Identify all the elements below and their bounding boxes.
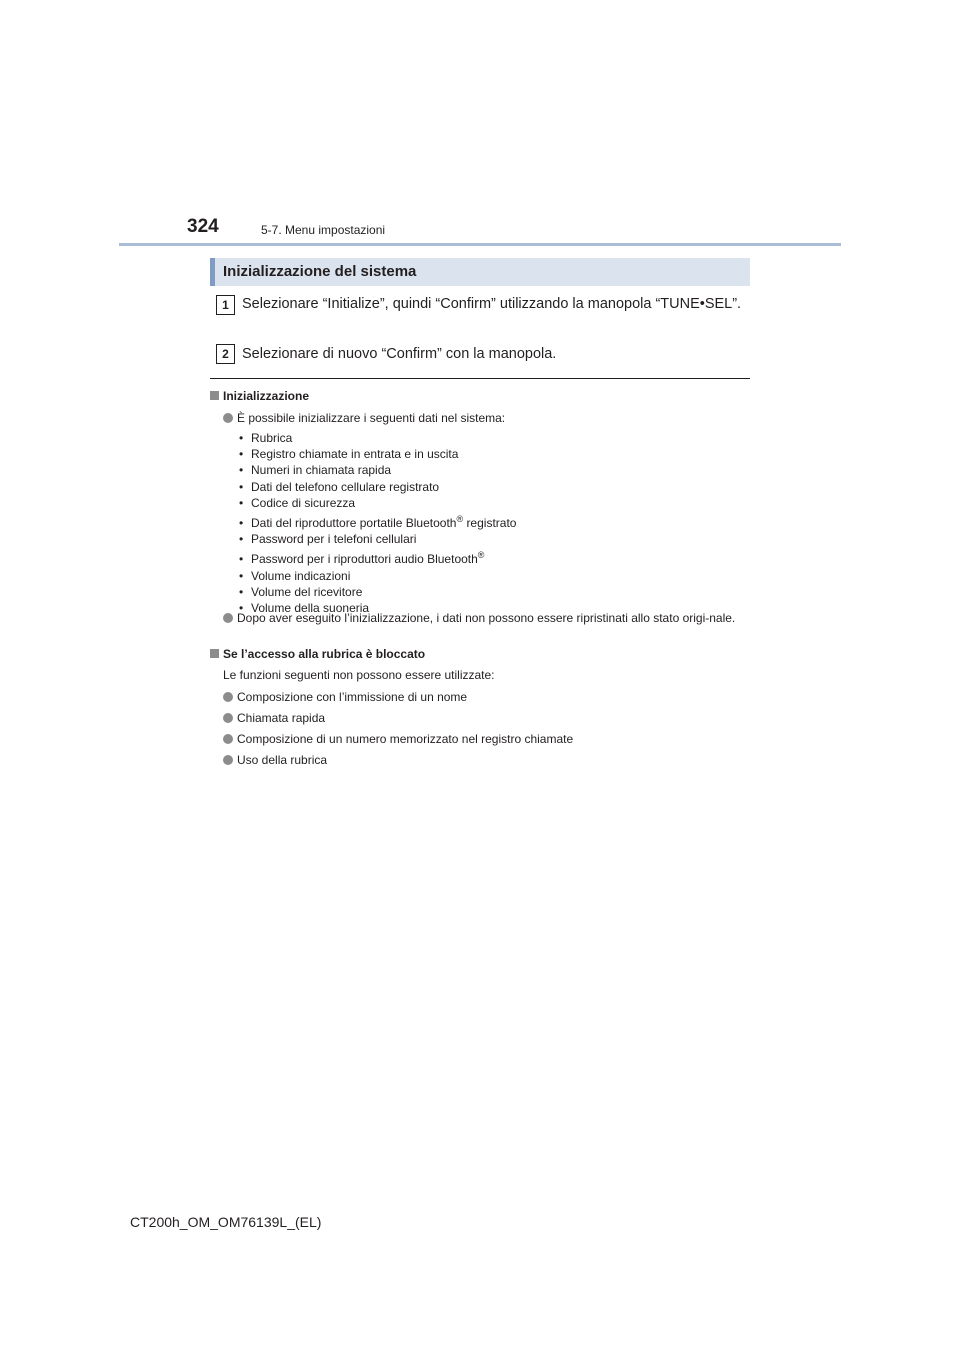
section-bar bbox=[210, 258, 750, 286]
locked-bullet-text: Composizione di un numero memorizzato nel registro chiamate bbox=[237, 732, 574, 746]
step-2-text: Selezionare di nuovo “Confirm” con la manopola. bbox=[242, 346, 557, 362]
list-item: • Volume della suoneria bbox=[239, 600, 516, 616]
step-1-text: Selezionare “Initialize”, quindi “Confirm” utilizzando la manopola “TUNE•SEL”. bbox=[242, 296, 742, 312]
init-bullet bbox=[223, 410, 750, 426]
after-init-bullet-text: Dopo aver eseguito l’inizializzazione, i dati non possono essere ripristinati allo stato origi-nale. bbox=[237, 611, 736, 625]
list-item: • Numeri in chiamata rapida bbox=[239, 462, 516, 478]
circle-bullet-icon bbox=[223, 755, 233, 765]
locked-bullet bbox=[223, 752, 750, 768]
locked-bullet bbox=[223, 710, 750, 726]
init-heading bbox=[210, 389, 309, 403]
page-number: 324 bbox=[187, 216, 219, 237]
list-item: • Rubrica bbox=[239, 430, 516, 446]
list-item bbox=[239, 511, 516, 531]
init-heading-text: Inizializzazione bbox=[223, 389, 310, 403]
list-item-text: Dati del riproduttore portatile Bluetooth bbox=[251, 516, 457, 531]
footer-code: CT200h_OM_OM76139L_(EL) bbox=[130, 1214, 322, 1230]
list-item: • Volume indicazioni bbox=[239, 568, 516, 584]
locked-bullet-text: Uso della rubrica bbox=[237, 753, 328, 767]
step-2-number: 2 bbox=[216, 344, 235, 364]
list-item: • Dati del telefono cellulare registrato bbox=[239, 479, 516, 495]
locked-bullet bbox=[223, 689, 750, 705]
locked-intro: Le funzioni seguenti non possono essere utilizzate: bbox=[223, 668, 495, 682]
list-item: • Volume del ricevitore bbox=[239, 584, 516, 600]
locked-bullet-text: Composizione con l’immissione di un nome bbox=[237, 690, 468, 704]
notes-rule bbox=[210, 378, 750, 379]
chapter-title: 5-7. Menu impostazioni bbox=[261, 223, 386, 237]
circle-bullet-icon bbox=[223, 692, 233, 702]
list-item bbox=[239, 547, 516, 567]
list-item: • Password per i telefoni cellulari bbox=[239, 531, 516, 547]
list-item: • Codice di sicurezza bbox=[239, 495, 516, 511]
registered-mark: ® bbox=[456, 514, 464, 525]
circle-bullet-icon bbox=[223, 613, 233, 623]
registered-mark: ® bbox=[477, 550, 485, 561]
circle-bullet-icon bbox=[223, 413, 233, 423]
locked-bullet-text: Chiamata rapida bbox=[237, 711, 326, 725]
list-item: • Registro chiamate in entrata e in uscita bbox=[239, 446, 516, 462]
after-init-bullet bbox=[223, 610, 764, 626]
init-data-list bbox=[239, 430, 516, 616]
header-rule bbox=[119, 243, 841, 246]
locked-heading bbox=[210, 647, 425, 661]
list-item-text: Password per i riproduttori audio Bluetooth bbox=[251, 552, 478, 567]
square-bullet-icon bbox=[210, 391, 219, 400]
locked-bullet bbox=[223, 731, 750, 747]
step-1-number: 1 bbox=[216, 295, 235, 315]
square-bullet-icon bbox=[210, 649, 219, 658]
list-item-text: registrato bbox=[466, 516, 517, 531]
circle-bullet-icon bbox=[223, 734, 233, 744]
locked-heading-text: Se l’accesso alla rubrica è bloccato bbox=[223, 647, 426, 661]
circle-bullet-icon bbox=[223, 713, 233, 723]
section-title: Inizializzazione del sistema bbox=[223, 263, 417, 280]
init-bullet-text: È possibile inizializzare i seguenti dati nel sistema: bbox=[237, 411, 506, 425]
